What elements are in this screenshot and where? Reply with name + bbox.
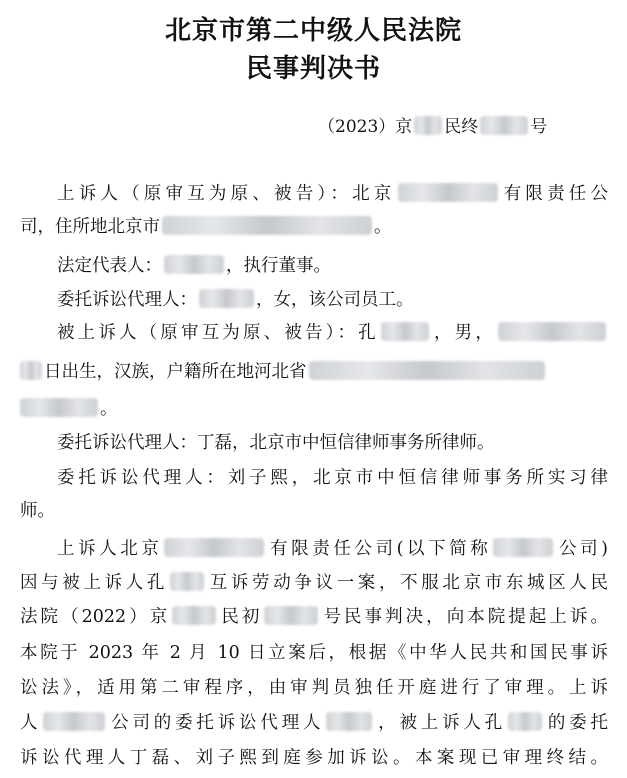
- appellee-line-1: [57, 320, 608, 346]
- case-number-mid: 民终: [444, 117, 479, 137]
- appellant-line-2: [20, 214, 392, 240]
- body-text: 公司): [555, 539, 609, 559]
- redaction-mark: [164, 255, 224, 274]
- body-line-6: [20, 710, 608, 736]
- redaction-mark: [398, 183, 498, 202]
- body-text: ，被上诉人孔: [374, 713, 507, 733]
- appellee-text: ，男，: [430, 323, 497, 343]
- redaction-mark: [164, 538, 264, 557]
- body-text: 有限责任公司(以下简称: [266, 539, 492, 559]
- appellant-text: 有限责任公: [499, 184, 609, 204]
- redaction-mark: [309, 361, 545, 380]
- legal-representative-line: [57, 253, 331, 279]
- appellee-label: 被上诉人（原审互为原、被告）：孔: [57, 323, 379, 343]
- redaction-mark: [172, 606, 216, 625]
- body-line-4: 本院于 2023 年 2 月 10 日立案后，根据《中华人民共和国民事诉: [20, 643, 608, 663]
- appellee-line-3: [20, 396, 118, 422]
- redaction-mark: [199, 289, 254, 308]
- redaction-mark: [480, 116, 528, 135]
- body-text: 法院（2022）京: [20, 607, 171, 627]
- body-text: 民初: [218, 607, 263, 627]
- appellant-address-label: 司，住所地北京市: [20, 217, 160, 237]
- appellant-line-1: [57, 181, 608, 207]
- case-number-prefix: （2023）京: [318, 117, 413, 137]
- body-text: 因与被上诉人孔: [20, 573, 169, 593]
- body-line-5: 讼法》，适用第二审程序，由审判员独任开庭进行了审理。上诉: [20, 678, 608, 698]
- court-name: 北京市第二中级人民法院: [164, 16, 462, 46]
- agent-line-1: [57, 287, 414, 313]
- body-text: 公司的委托诉讼代理人: [107, 713, 325, 733]
- redaction-mark: [381, 322, 429, 341]
- body-text: 号民事判决，向本院提起上诉。: [320, 607, 609, 627]
- agent-line-2: 委托诉讼代理人：丁磊，北京市中恒信律师事务所律师。: [57, 433, 495, 453]
- body-text: 人: [20, 713, 42, 733]
- body-line-1: [57, 536, 608, 562]
- body-line-3: [20, 604, 608, 630]
- redaction-mark: [498, 322, 606, 341]
- agent-line-3-cont: 师。: [20, 501, 55, 521]
- agent-label: 委托诉讼代理人：: [57, 290, 197, 310]
- agent-line-3: 委托诉讼代理人：刘子熙，北京市中恒信律师事务所实习律: [57, 468, 608, 488]
- redaction-mark: [326, 712, 372, 731]
- case-number: [318, 114, 547, 140]
- redaction-mark: [508, 712, 542, 731]
- redaction-mark: [493, 538, 553, 557]
- appellant-label: 上诉人（原审互为原、被告）：北京: [57, 184, 396, 204]
- punctuation: 。: [100, 399, 118, 419]
- body-line-7: 诉讼代理人丁磊、刘子熙到庭参加诉讼。本案现已审理终结。: [20, 748, 608, 768]
- redaction-mark: [20, 398, 98, 417]
- appellee-text: 日出生，汉族，户籍所在地河北省: [44, 362, 307, 382]
- redaction-mark: [264, 606, 318, 625]
- redaction-mark: [43, 712, 105, 731]
- document-type-title: 民事判决书: [245, 54, 381, 84]
- punctuation: 。: [374, 217, 392, 237]
- body-text: 上诉人北京: [57, 539, 163, 559]
- legal-rep-label: 法定代表人：: [57, 256, 162, 276]
- case-number-suffix: 号: [530, 117, 548, 137]
- legal-rep-text: ，执行董事。: [226, 256, 331, 276]
- agent-text: ，女，该公司员工。: [256, 290, 414, 310]
- redaction-mark: [414, 116, 442, 135]
- redaction-mark: [162, 216, 372, 235]
- body-text: 互诉劳动争议一案，不服北京市东城区人民: [206, 573, 608, 593]
- redaction-mark: [20, 361, 42, 380]
- appellee-line-2: [20, 359, 547, 385]
- body-line-2: [20, 570, 608, 596]
- body-text: 的委托: [544, 713, 609, 733]
- redaction-mark: [170, 572, 204, 591]
